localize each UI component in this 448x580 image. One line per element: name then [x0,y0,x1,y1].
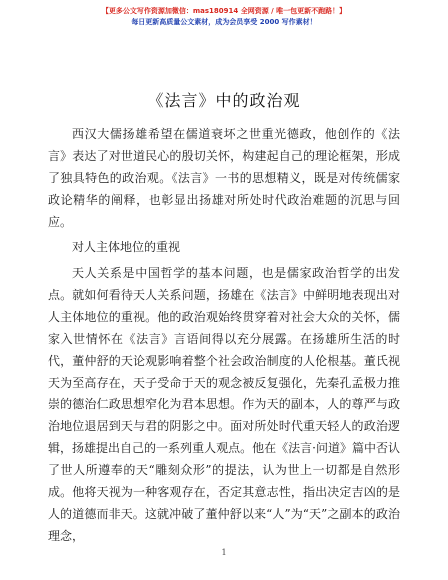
promo-line-1: 【更多公文写作资源加微信：mas180914 全网资源 / 唯一包更新不跑路！】 [101,7,347,15]
promo-banner [0,6,448,28]
section-heading: 对人主体地位的重视 [72,240,181,254]
promo-line-2: 每日更新高质量公文素材，成为会员享受 2000 写作素材！ [131,18,317,26]
document-title: 《法言》中的政治观 [147,91,301,110]
page-number: 1 [221,548,227,557]
intro-paragraph: 西汉大儒扬雄希望在儒道衰坏之世重光德政，他创作的《法言》表达了对世道民心的殷切关怀，构建起自己的理论框架，形成了独具特色的政治观。《法言》一书的思想精义，既是对传统儒家政论精华的阐释，也彰显出扬雄对所处时代政治难题的沉思与回应。 [48,127,400,229]
body-paragraph: 天人关系是中国哲学的基本问题，也是儒家政治哲学的出发点。就如何看待天人关系问题，扬雄在《法言》中鲜明地表现出对人主体地位的重视。他的政治观始终贯穿着对社会大众的关怀，儒家入世情怀在《法言》言语间得以充分展露。在扬雄所生活的时代，董仲舒的天论观影响着整个社会政治制度的人伦根基。董氏视天为至高存在，天子受命于天的观念被反复强化，先秦孔孟极力推崇的德治仁政思想窄化为君本思想。作为天的副本，人的尊严与政治地位退居到天与君的阴影之中。面对所处时代重天轻人的政治逻辑，扬雄提出自己的一系列重人观点。他在《法言·问道》篇中否认了世人所遵奉的天“雕刻众形”的提法，认为世上一切都是自然形成。他将天视为一种客观存在，否定其意志性，指出决定吉凶的是人的道德而非天。这就冲破了董仲舒以来“人”为“天”之副本的政治理念， [48,266,400,543]
